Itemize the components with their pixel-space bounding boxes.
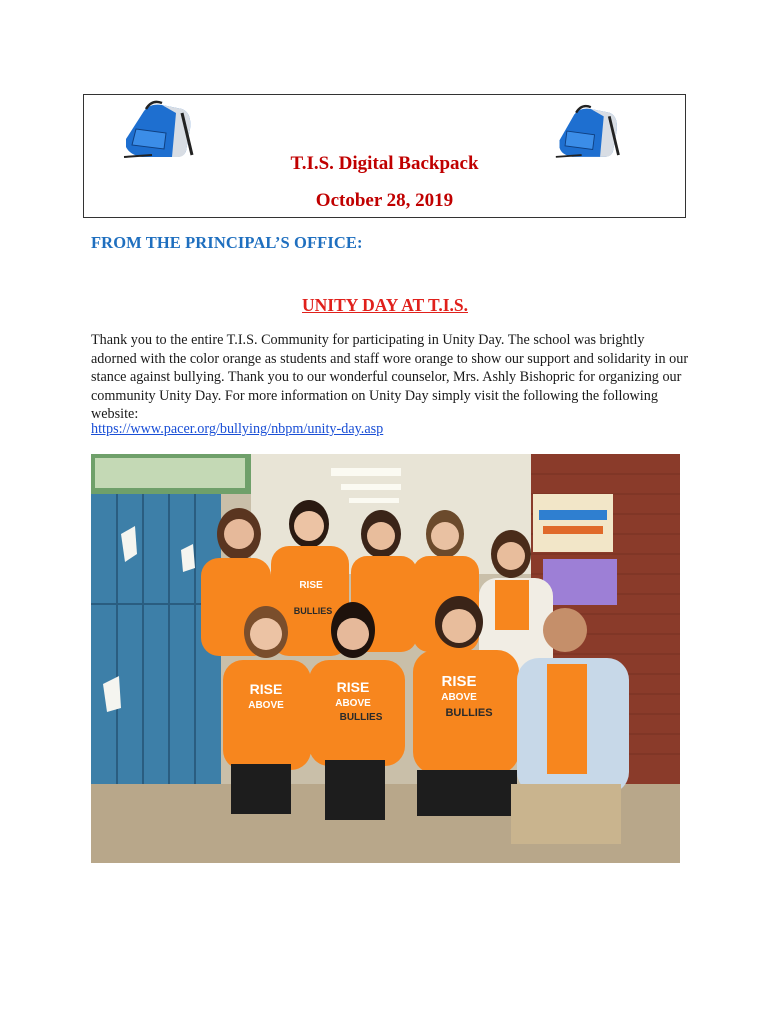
newsletter-header (83, 94, 686, 218)
section-label: FROM THE PRINCIPAL’S OFFICE: (91, 233, 363, 252)
shirt-text: BULLIES (293, 606, 333, 616)
shirt-text: ABOVE (335, 698, 371, 709)
shirt-text: RISE (441, 673, 477, 690)
backpack-icon (122, 99, 198, 161)
staff-group-photo (91, 454, 680, 863)
shirt-text: BULLIES (445, 707, 493, 719)
article-body: Thank you to the entire T.I.S. Community for participating in Unity Day. The school was brightly adorned with the color orange as students and staff wore orange to show our support and solidarity in our stance against bullying. Thank you to our wonderful counselor, Mrs. Ashly Bishopric for organizing our community Unity Day. For more information on Unity Day simply visit the following the following website: (91, 332, 689, 423)
article-heading: UNITY DAY AT T.I.S. (302, 295, 468, 315)
newsletter-title: T.I.S. Digital Backpack (290, 153, 479, 174)
shirt-text: RISE (249, 681, 283, 697)
unity-day-photo (91, 454, 680, 863)
shirt-text: ABOVE (248, 700, 284, 711)
shirt-text: RISE (336, 679, 370, 695)
shirt-text: BULLIES (339, 712, 383, 723)
shirt-text: ABOVE (441, 692, 477, 703)
unity-day-link[interactable]: https://www.pacer.org/bullying/nbpm/unity-day.asp (91, 421, 384, 437)
newsletter-date: October 28, 2019 (315, 190, 454, 211)
shirt-text: RISE (299, 580, 323, 591)
